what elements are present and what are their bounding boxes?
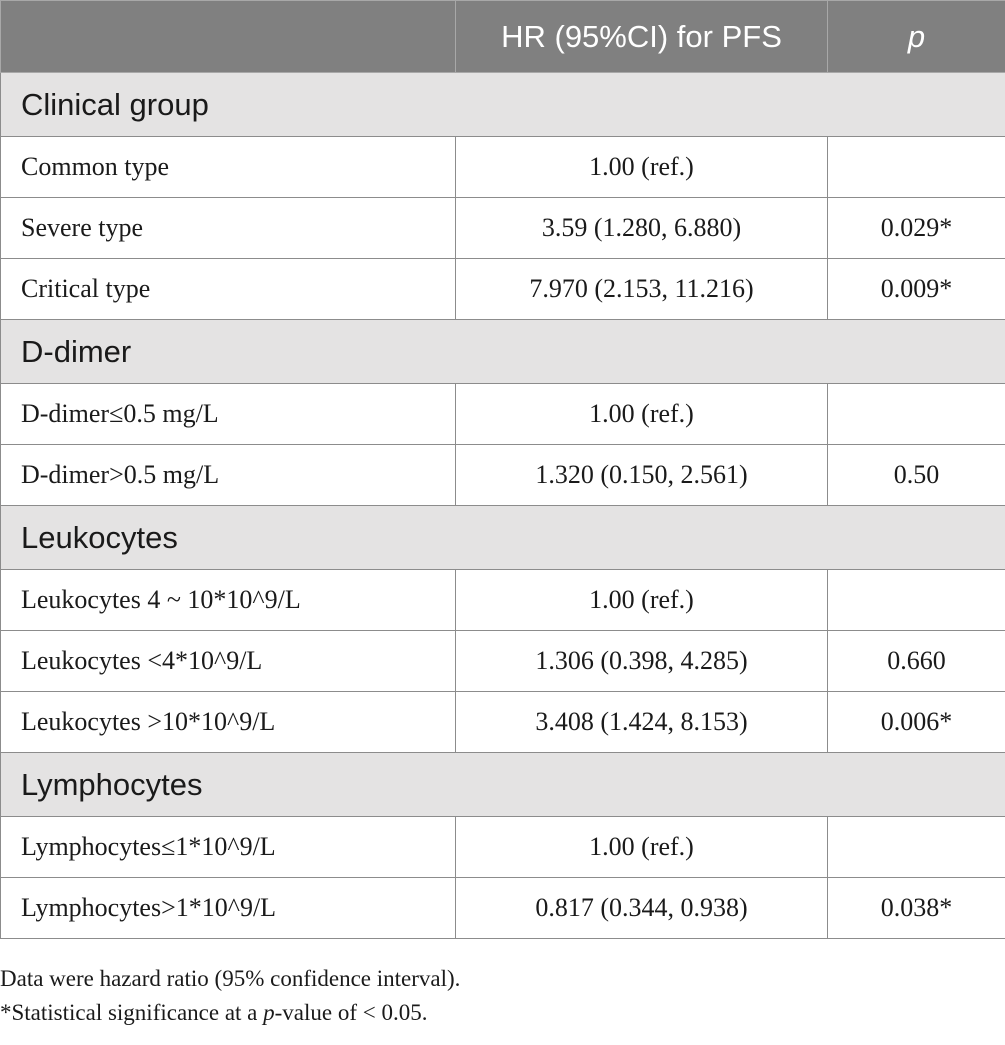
table-row bbox=[1, 878, 1005, 939]
group-header-row bbox=[1, 73, 1005, 137]
header-blank-cell bbox=[1, 1, 456, 73]
group-title: Leukocytes bbox=[1, 506, 1005, 570]
footnote-significance-suffix: -value of < 0.05. bbox=[274, 1000, 428, 1025]
header-p-cell: p bbox=[828, 1, 1005, 73]
table-row bbox=[1, 692, 1005, 753]
table-footnotes bbox=[0, 962, 1005, 1030]
table-row bbox=[1, 570, 1005, 631]
table-body bbox=[1, 73, 1005, 939]
table-row bbox=[1, 259, 1005, 320]
row-hr-cell: 3.59 (1.280, 6.880) bbox=[456, 198, 828, 259]
group-title: D-dimer bbox=[1, 320, 1005, 384]
group-title: Clinical group bbox=[1, 73, 1005, 137]
header-hr-cell: HR (95%CI) for PFS bbox=[456, 1, 828, 73]
group-title: Lymphocytes bbox=[1, 753, 1005, 817]
row-label-cell: D-dimer≤0.5 mg/L bbox=[1, 384, 456, 445]
row-p-cell bbox=[828, 570, 1005, 631]
row-label-cell: Leukocytes <4*10^9/L bbox=[1, 631, 456, 692]
row-p-cell: 0.038* bbox=[828, 878, 1005, 939]
footnote-significance-prefix: *Statistical significance at a bbox=[0, 1000, 264, 1025]
table-row bbox=[1, 817, 1005, 878]
table-row bbox=[1, 137, 1005, 198]
table-row bbox=[1, 198, 1005, 259]
row-label-cell: Common type bbox=[1, 137, 456, 198]
group-header-row bbox=[1, 753, 1005, 817]
table-row bbox=[1, 631, 1005, 692]
row-p-cell: 0.006* bbox=[828, 692, 1005, 753]
footnote-data-description: Data were hazard ratio (95% confidence interval). bbox=[0, 966, 461, 991]
table-row bbox=[1, 445, 1005, 506]
row-hr-cell: 1.306 (0.398, 4.285) bbox=[456, 631, 828, 692]
row-hr-cell: 3.408 (1.424, 8.153) bbox=[456, 692, 828, 753]
footnote-significance bbox=[0, 996, 1005, 1030]
row-p-cell bbox=[828, 817, 1005, 878]
row-label-cell: Leukocytes >10*10^9/L bbox=[1, 692, 456, 753]
group-header-row bbox=[1, 320, 1005, 384]
table-row bbox=[1, 384, 1005, 445]
row-label-cell: Lymphocytes≤1*10^9/L bbox=[1, 817, 456, 878]
footnote-significance-p: p bbox=[263, 1000, 275, 1025]
row-label-cell: D-dimer>0.5 mg/L bbox=[1, 445, 456, 506]
row-hr-cell: 1.00 (ref.) bbox=[456, 384, 828, 445]
row-p-cell: 0.50 bbox=[828, 445, 1005, 506]
row-hr-cell: 1.320 (0.150, 2.561) bbox=[456, 445, 828, 506]
row-label-cell: Critical type bbox=[1, 259, 456, 320]
group-header-row bbox=[1, 506, 1005, 570]
row-hr-cell: 1.00 (ref.) bbox=[456, 570, 828, 631]
table-header-row bbox=[1, 1, 1005, 73]
row-p-cell: 0.009* bbox=[828, 259, 1005, 320]
row-hr-cell: 1.00 (ref.) bbox=[456, 817, 828, 878]
row-label-cell: Severe type bbox=[1, 198, 456, 259]
row-hr-cell: 0.817 (0.344, 0.938) bbox=[456, 878, 828, 939]
row-hr-cell: 1.00 (ref.) bbox=[456, 137, 828, 198]
row-label-cell: Lymphocytes>1*10^9/L bbox=[1, 878, 456, 939]
row-p-cell bbox=[828, 384, 1005, 445]
row-hr-cell: 7.970 (2.153, 11.216) bbox=[456, 259, 828, 320]
row-p-cell bbox=[828, 137, 1005, 198]
row-p-cell: 0.029* bbox=[828, 198, 1005, 259]
row-label-cell: Leukocytes 4 ~ 10*10^9/L bbox=[1, 570, 456, 631]
row-p-cell: 0.660 bbox=[828, 631, 1005, 692]
